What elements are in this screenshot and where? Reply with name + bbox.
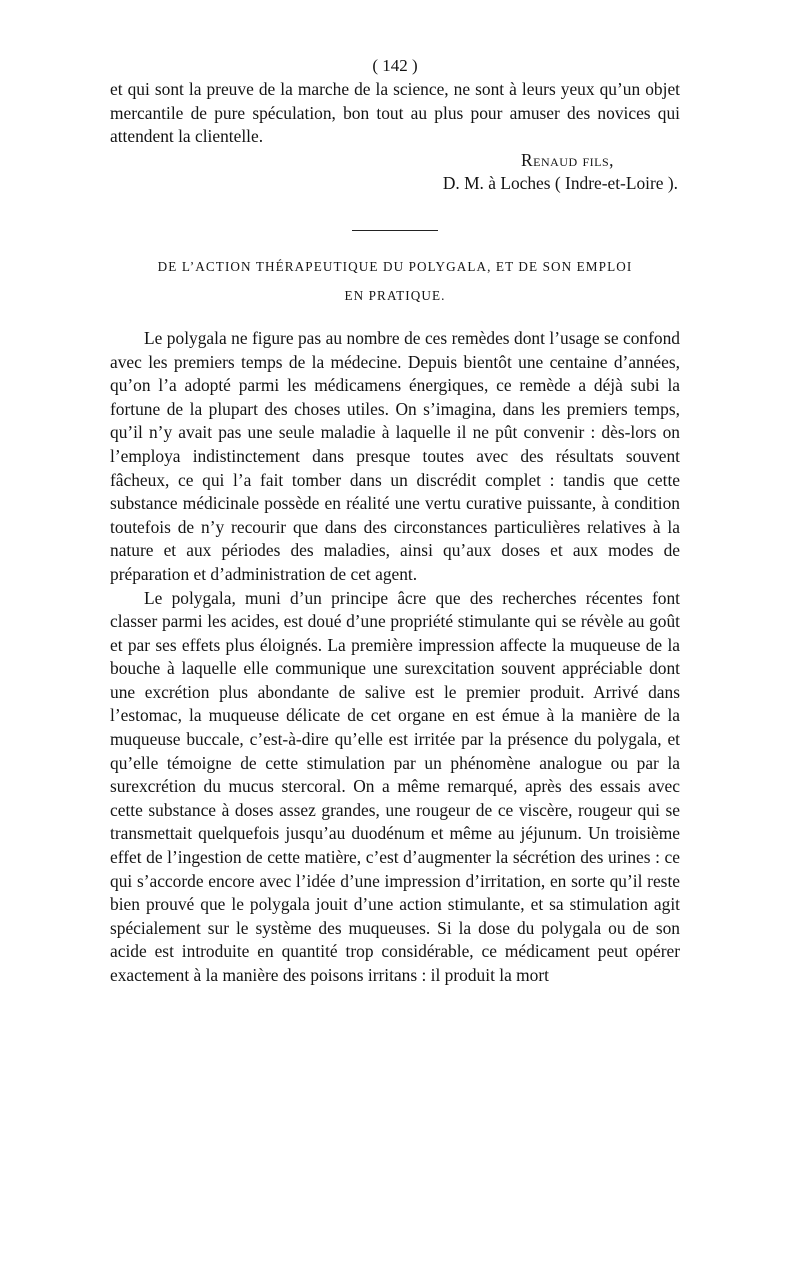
- article-title-line-1: DE L’ACTION THÉRAPEUTIQUE DU POLYGALA, ET DE SON EMPLOI: [157, 258, 633, 274]
- signature-place: D. M. à Loches ( Indre-et-Loire ).: [442, 173, 678, 194]
- body-paragraph-2: Le polygala, muni d’un principe âcre que des recherches récentes font classer parmi les acides, est doué d’une propriété stimulante qui se révèle au goût et par ses effets plus éloignés. La première impression affecte la muqueuse de la bouche à laquelle elle communique une surexcitation souvent appréciable dont une excrétion plus abondante de salive est le premier produit. Arrivé dans l’estomac, la muqueuse délicate de cet organe en est émue à la manière de la muqueuse buccale, c’est-à-dire qu’elle est irritée par la présence du polygala, et qu’elle témoigne de cette stimulation par un phénomène analogue ou par la surexcrétion du mucus stercoral. On a même remarqué, après des essais avec cette substance à doses assez grandes, une rougeur de ce viscère, rougeur qui se transmettait quelquefois jusqu’au duodénum et même au jéjunum. Un troisième effet de l’ingestion de cette matière, c’est d’augmenter la sécrétion des urines : ce qui s’accorde encore avec l’idée d’une impression d’irritation, en sorte qu’il reste bien prouvé que le polygala jouit d’une action stimulante, et sa stimulation agit spécialement sur le système des muqueuses. Si la dose du polygala ou de son acide est introduite en quantité trop considérable, ce médicament peut opérer exactement à la manière des poisons irritans : il produit la mort: [110, 587, 680, 985]
- page-number: ( 142 ): [372, 56, 418, 75]
- article-title-line-2: EN PRATIQUE.: [344, 287, 446, 303]
- body-paragraph-1: Le polygala ne figure pas au nombre de ces remèdes dont l’usage se confond avec les premiers temps de la médecine. Depuis bientôt une centaine d’années, qu’on l’a adopté parmi les médicamens énergiques, ce remède a déjà subi la fortune de la plupart des choses utiles. On s’imagina, dans les premiers temps, qu’il n’y avait pas une seule maladie à laquelle il ne pût convenir : dès-lors on l’employa indistinctement dans presque toutes avec des résultats souvent fâcheux, ce qui l’a fait tomber dans un discrédit complet : tandis que cette substance médicinale possède en réalité une vertu curative puissante, à condition toutefois de n’y recourir que dans des circonstances particulières relatives à la nature et aux périodes des maladies, ainsi qu’aux doses et aux modes de préparation et d’administration de cet agent.: [110, 327, 680, 584]
- section-divider: [352, 230, 438, 231]
- opening-paragraph: et qui sont la preuve de la marche de la science, ne sont à leurs yeux qu’un objet mercantile de pure spéculation, bon tout au plus pour amuser des novices qui attendent la clientelle.: [110, 79, 680, 147]
- signature-name: Renaud fils,: [521, 149, 614, 170]
- book-page: [110, 56, 680, 988]
